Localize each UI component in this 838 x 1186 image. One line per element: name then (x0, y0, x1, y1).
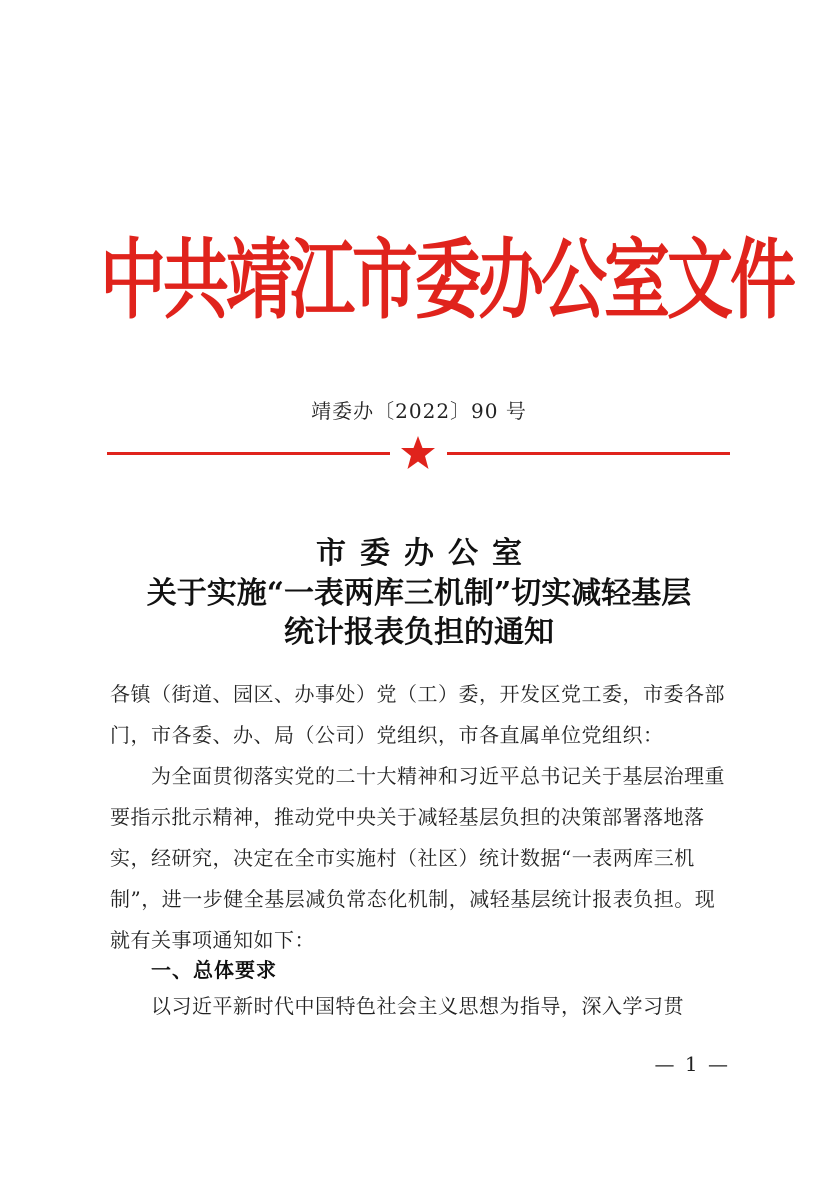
notice-title-line: 关于实施“一表两库三机制”切实减轻基层 (146, 576, 692, 611)
notice-title-line: 统计报表负担的通知 (284, 615, 554, 650)
addressee-paragraph: 各镇（街道、园区、办事处）党（工）委，开发区党工委，市委各部门，市各委、办、局（公司）党组织，市各直属单位党组织： (110, 682, 725, 747)
masthead-title: 中共靖江市委办公室文件 (100, 228, 793, 332)
body-paragraph: 以习近平新时代中国特色社会主义思想为指导，深入学习贯 (151, 994, 684, 1018)
page-number: — 1 — (654, 1052, 730, 1076)
document-number: 靖委办〔2022〕90 号 (311, 399, 527, 423)
red-rule-left (107, 452, 390, 455)
section-heading: 一、总体要求 (151, 958, 277, 982)
red-rule-right (447, 452, 730, 455)
notice-title-issuer: 市委办公室 (316, 536, 536, 571)
red-star-icon (398, 433, 438, 473)
body-paragraph: 为全面贯彻落实党的二十大精神和习近平总书记关于基层治理重要指示批示精神，推动党中央关于减轻基层负担的决策部署落地落实，经研究，决定在全市实施村（社区）统计数据“一表两库三机制”，进一步健全基层减负常态化机制，减轻基层统计报表负担。现就有关事项通知如下： (110, 764, 725, 952)
